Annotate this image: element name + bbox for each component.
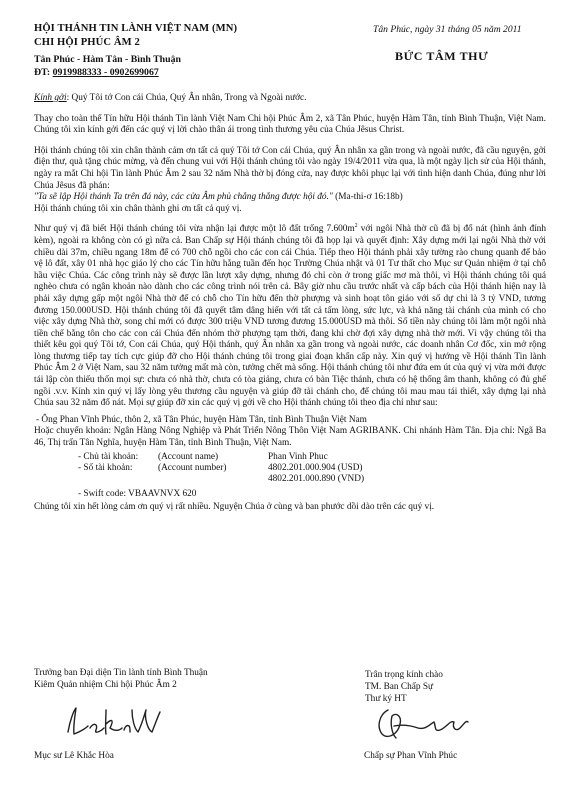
postal-address: - Ông Phan Vĩnh Phúc, thôn 2, xã Tân Phúc, huyện Hàm Tân, tỉnh Bình Thuận Việt Nam [36,414,367,425]
org-name-line2: CHI HỘI PHÚC ÂM 2 [34,37,140,48]
place-date: Tân Phúc, ngày 31 tháng 05 năm 2011 [373,24,522,35]
signer-left-title1: Trưởng ban Đại diện Tin lành tỉnh Bình Thuận [34,668,208,678]
paragraph-appeal [34,224,546,410]
signer-right-title2: Thư ký HT [365,694,407,704]
account-details [78,452,546,501]
number-label: - Số tài khoản: [78,463,133,474]
date-title-block [373,23,553,64]
account-holder-row [78,452,546,463]
donation-address-block [34,415,546,514]
holder-value: Phan Vinh Phuc [268,451,328,462]
paragraph-greeting: Thay cho toàn thể Tín hữu Hội thánh Tin lành Việt Nam Chi hội Phúc Âm 2, xã Tân Phúc, huyện Hàm Tân, tỉnh Bình Thuận, Việt Nam. Chúng tôi xin kính gởi đến các quý vị lời chào thân ái trong tình thương yêu của Chúa Jêsus Christ. [34,113,546,136]
holder-en-label: (Account name) [158,451,219,462]
org-name-line1: HỘI THÁNH TIN LÀNH VIỆT NAM (MN) [34,23,238,34]
number-vnd: 4802.201.000.890 (VND) [268,474,365,485]
appeal-text-b: với ngôi Nhà thờ cũ đã bị đổ nát (hình ảnh đính kèm), ngoài ra không còn có gì nữa cả. Ban Chấp sự Hội thánh chúng tôi đã họp lại và quyết định: Xây dựng mới lại ngôi Nhà thờ với chiều dài 37m, chiều ngang 18m để có 700 chỗ ngồi cho các con cái Chúa. Tiếp theo Hội thánh phải xây tường rào chung quanh để bảo vệ lô đất, xây 01 nhà học giáo lý cho các Tín hữu hằng tuần đến học Trường Chúa nhật và 01 Tư thất cho Mục sư Quản nhiệm ở tại chỗ hầu việc Chúa. Các công trình này sẽ được lần lượt xây dựng, nhưng đó chỉ còn ở trong giấc mơ mà thôi, vì Hội thánh chúng tôi quá nghèo chưa có ngân khoản nào dành cho các công trình nói trên cả. Bây giờ nhu cầu trước nhất và cấp bách của Hội thánh hiện nay là phải xây dựng gấp một ngôi Nhà thờ để có chỗ cho Tín hữu đến thờ phượng và sinh hoạt tôn giáo với số dự chi là 3 tỷ VND, tương đương 150.000USD. Hội thánh chúng tôi đã quyết tâm dâng hiến với tất cả tấm lòng, sức lực, và khả năng tài chánh của mình có cho việc xây dựng Nhà thờ, song chỉ mới có được 300 triệu VND tương đương 15.000USD mà thôi. Số tiền này chúng tôi làm một ngôi nhà tiền chế bằng tôn cho các con cái Chúa đến nhóm thờ phượng tạm thời, đang khi chờ đợi xây dựng nhà thờ mới. Vì vậy chúng tôi tha thiết kêu gọi quý Tôi tớ, Con cái Chúa, quý Hội thánh, quý Ân nhân xa gần trong và ngoài nước, các doanh nhân Cơ đốc, xin mở rộng lòng thương tiếp tay tích cực giúp đỡ cho Hội thánh chúng tôi trong giai đoạn khẩn cấp này. Xin quý vị hướng về Hội thánh Tin lành Phúc Âm 2 ở Việt Nam, sau 32 năm tưởng mất mà còn, tưởng chết mà sống. Hội thánh chúng tôi như đứa em út của quý vị vừa mới được tái lập còn thiếu thốn mọi sự: chưa có nhà thờ, chưa có tòa giảng, chưa có bàn Tiệc thánh, chưa có hệ thống âm thanh, không có đủ ghế ngồi .v.v. Kính xin quý vị lấy lòng yêu thương cầu nguyện và giúp đỡ tài chánh cho, để chúng tôi mau mau tái thiết, xây dựng lại nhà Chúa sau 32 năm đổ nát. Mọi sự giúp đỡ xin các quý vị gởi về cho Hội thánh chúng tôi theo địa chỉ như sau: [34,224,546,409]
paragraph-thanks [34,146,546,216]
salutation-label: Kính gởi [34,93,67,103]
org-phone [34,66,334,79]
swift-code: - Swift code: VBAAVNVX 620 [78,488,197,499]
phone-number-1: 0919988333 [52,67,102,78]
signature-left-handwritten-icon [60,702,170,742]
number-en-label: (Account number) [158,463,227,474]
phone-label: ĐT: [34,67,53,78]
signature-block-right [365,669,555,705]
bible-reference: (Ma-thi-ơ 16:18b) [332,192,403,203]
organization-header [34,22,334,79]
document-title: BỨC TÂM THƯ [395,49,489,63]
number-usd: 4802.201.000.904 (USD) [268,463,363,474]
phone-number-2: 0902699067 [109,67,159,78]
signer-left-name: Mục sư Lê Khắc Hòa [34,751,114,761]
signature-block-left [34,667,274,691]
org-address: Tân Phúc - Hàm Tân - Bình Thuận [34,54,181,65]
letter-body [34,93,546,514]
signer-right-name: Chấp sự Phan Vĩnh Phúc [364,751,458,761]
closing-text: Chúng tôi xin hết lòng cảm ơn quý vị rất nhiều. Nguyện Chúa ở cùng và ban phước dồi dào trên các quý vị. [34,502,435,513]
account-number-row [78,463,546,474]
holder-label: - Chủ tài khoản: [78,451,139,462]
bible-quote: "Ta sẽ lập Hội thánh Ta trên đá này, các cửa Âm phủ chẳng thắng được hội đó." [34,192,333,203]
signer-left-title2: Kiêm Quản nhiệm Chi hội Phúc Âm 2 [34,680,177,690]
salutation [34,93,546,105]
account-number-vnd-row [78,474,546,485]
swift-row [78,489,546,500]
paragraph-thanks-end: Hội thánh chúng tôi xin chân thành ghi ơn tất cả quý vị. [34,203,242,214]
bank-transfer-info: Hoặc chuyển khoản: Ngân Hàng Nông Nghiệp và Phát Triển Nông Thôn Việt Nam AGRIBANK. Chi nhánh Hàm Tân. Địa chỉ: Ngã Ba 46, Thị trấn Tân Nghĩa, huyện Hàm Tân, tỉnh Bình Thuận, Việt Nam. [34,426,546,449]
salutation-text: : Quý Tôi tớ Con cái Chúa, Quý Ân nhân, Trong và Ngoài nước. [66,93,307,103]
closing-greeting: Trân trọng kính chào [365,670,443,680]
phone-separator: - [101,67,110,78]
signature-right-handwritten-icon [370,704,480,746]
appeal-text-a: Như quý vị đã biết Hội thánh chúng tôi vừa nhận lại được một lô đất trống 7.600m [34,224,355,235]
signer-right-title1: TM. Ban Chấp Sự [365,682,434,692]
paragraph-thanks-text: Hội thánh chúng tôi xin chân thành cảm ơn tất cả quý Tôi tớ Con cái Chúa, quý Ân nhân xa gần trong và ngoài nước, đã cầu nguyện, gởi điện thư, quà tặng chúc mừng, và đến chung vui với Hội thánh chúng tôi vào ngày 19/4/2011 vừa qua, là một ngày lịch sử của Hội thánh, ngày ra mắt Chi hội Tin lành Phúc Âm 2 sau 32 năm Nhà thờ bị đóng cửa, nay được khôi phục lại với tình hiện danh Chúa, đúng như lời Chúa Jêsus đã phán: [34,145,546,191]
superscript-2: 2 [354,223,358,230]
